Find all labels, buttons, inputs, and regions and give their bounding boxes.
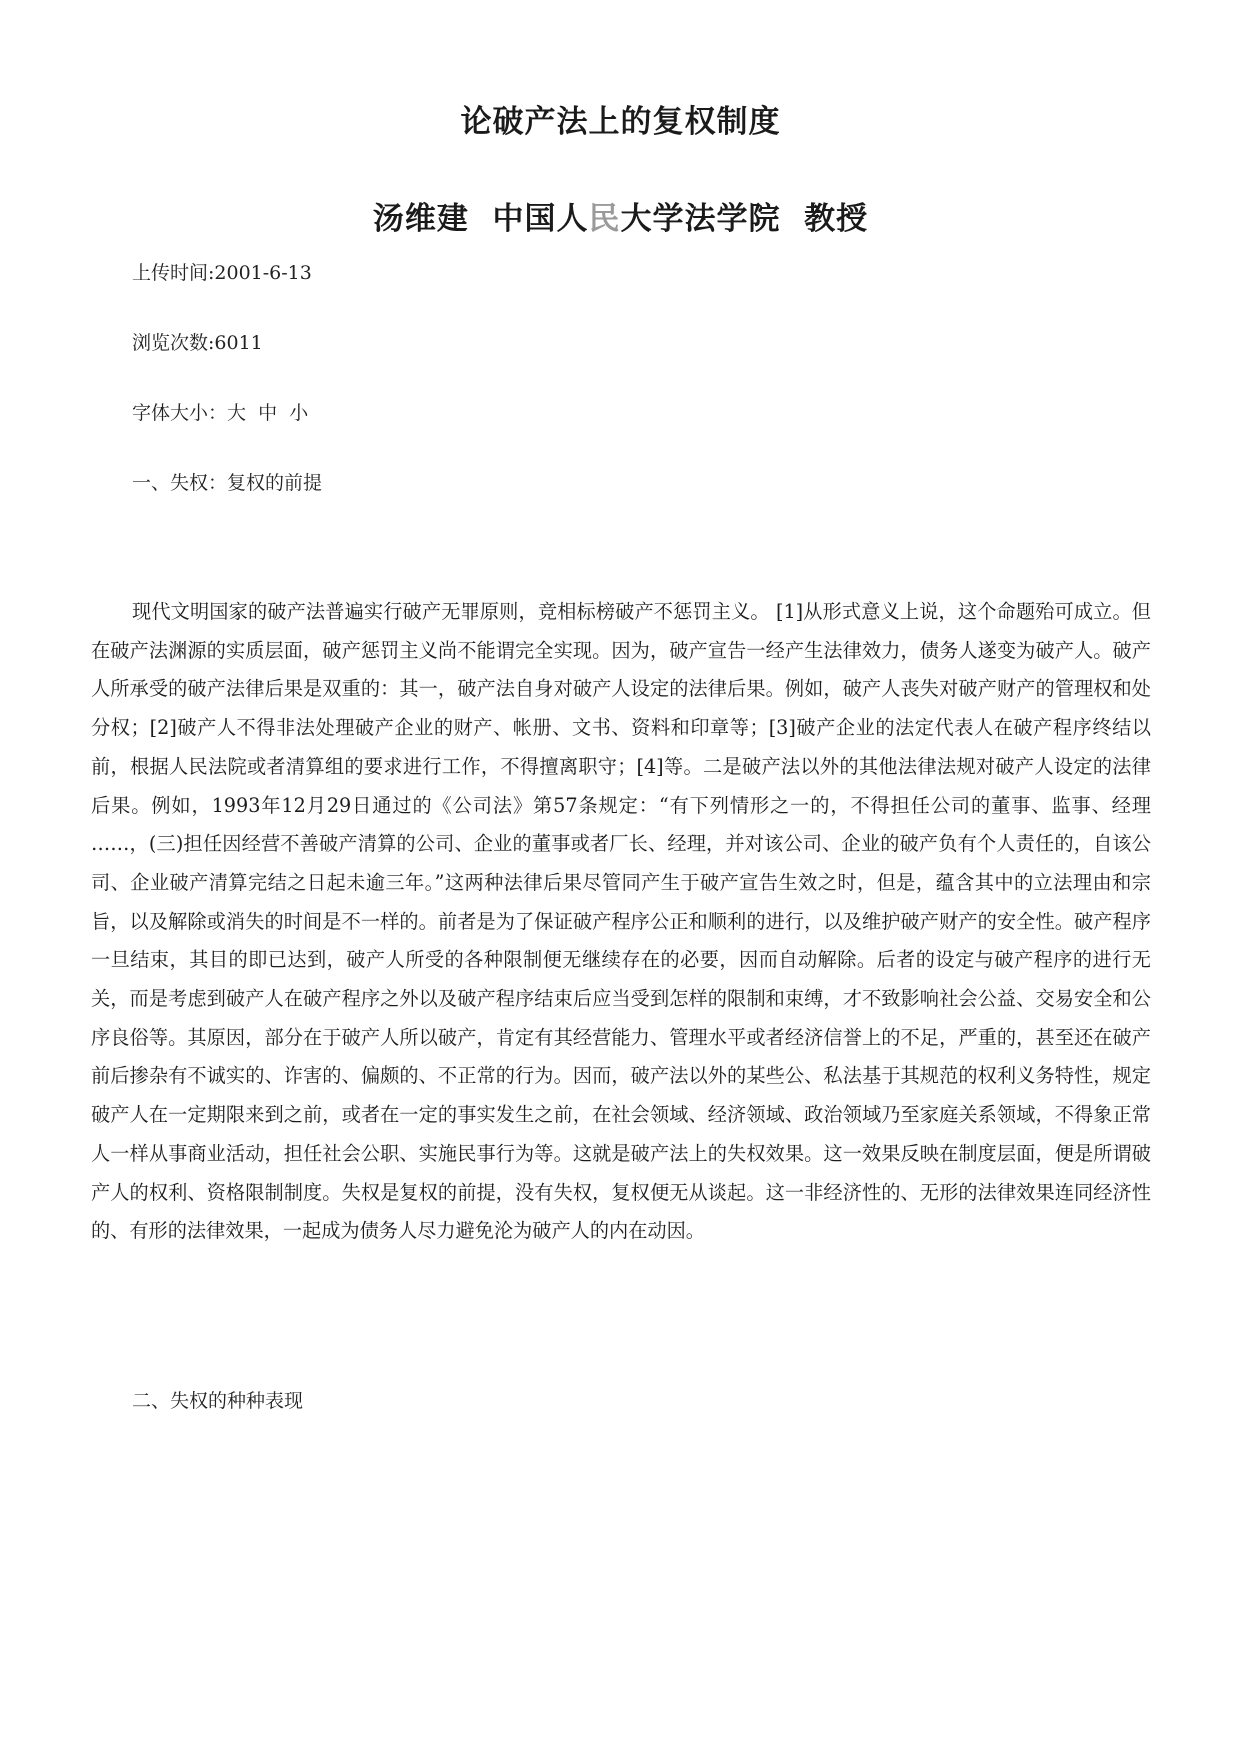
document-title: 论破产法上的复权制度	[460, 104, 781, 140]
affiliation-text-1: 中国人	[492, 201, 589, 237]
author-position: 教授	[804, 201, 869, 237]
font-size-large-link[interactable]: 大	[227, 402, 247, 424]
section-heading-1: 一、失权：复权的前提	[132, 472, 323, 494]
view-count: 浏览次数:6011	[132, 332, 263, 354]
author-name: 汤维建	[372, 201, 469, 237]
font-size-small-link[interactable]: 小	[289, 402, 309, 424]
author-line	[0, 193, 1241, 238]
affiliation-text-3: 大学法学院	[620, 201, 781, 237]
body-paragraph: 现代文明国家的破产法普遍实行破产无罪原则，竞相标榜破产不惩罚主义。 [1]从形式意义上说，这个命题殆可成立。但在破产法渊源的实质层面，破产惩罚主义尚不能谓完全实现。因为，破产宣告一经产生法律效力，债务人遂变为破产人。破产人所承受的破产法律后果是双重的：其一，破产法自身对破产人设定的法律后果。例如，破产人丧失对破产财产的管理权和处分权；[2]破产人不得非法处理破产企业的财产、帐册、文书、资料和印章等；[3]破产企业的法定代表人在破产程序终结以前，根据人民法院或者清算组的要求进行工作，不得擅离职守；[4]等。二是破产法以外的其他法律法规对破产人设定的法律后果。例如，1993年12月29日通过的《公司法》第57条规定：“有下列情形之一的，不得担任公司的董事、监事、经理 ……，(三)担任因经营不善破产清算的公司、企业的董事或者厂长、经理，并对该公司、企业的破产负有个人责任的，自该公司、企业破产清算完结之日起未逾三年。”这两种法律后果尽管同产生于破产宣告生效之时，但是，蕴含其中的立法理由和宗旨，以及解除或消失的时间是不一样的。前者是为了保证破产程序公正和顺利的进行，以及维护破产财产的安全性。破产程序一旦结束，其目的即已达到，破产人所受的各种限制便无继续存在的必要，因而自动解除。后者的设定与破产程序的进行无关，而是考虑到破产人在破产程序之外以及破产程序结束后应当受到怎样的限制和束缚，才不致影响社会公益、交易安全和公序良俗等。其原因，部分在于破产人所以破产，肯定有其经营能力、管理水平或者经济信誉上的不足，严重的，甚至还在破产前后掺杂有不诚实的、诈害的、偏颇的、不正常的行为。因而，破产法以外的某些公、私法基于其规范的权利义务特性，规定破产人在一定期限来到之前，或者在一定的事实发生之前，在社会领域、经济领域、政治领域乃至家庭关系领域，不得象正常人一样从事商业活动，担任社会公职、实施民事行为等。这就是破产法上的失权效果。这一效果反映在制度层面，便是所谓破产人的权利、资格限制制度。失权是复权的前提，没有失权，复权便无从谈起。这一非经济性的、无形的法律效果连同经济性的、有形的法律效果，一起成为债务人尽力避免沦为破产人的内在动因。	[91, 600, 1151, 1243]
section-heading-2: 二、失权的种种表现	[132, 1390, 304, 1412]
font-size-row	[132, 398, 308, 425]
affiliation-text-2: 民	[588, 201, 621, 237]
font-size-medium-link[interactable]: 中	[258, 402, 278, 424]
author-affiliation	[493, 201, 781, 237]
upload-time: 上传时间:2001-6-13	[132, 262, 312, 284]
font-size-label: 字体大小：	[132, 402, 228, 424]
